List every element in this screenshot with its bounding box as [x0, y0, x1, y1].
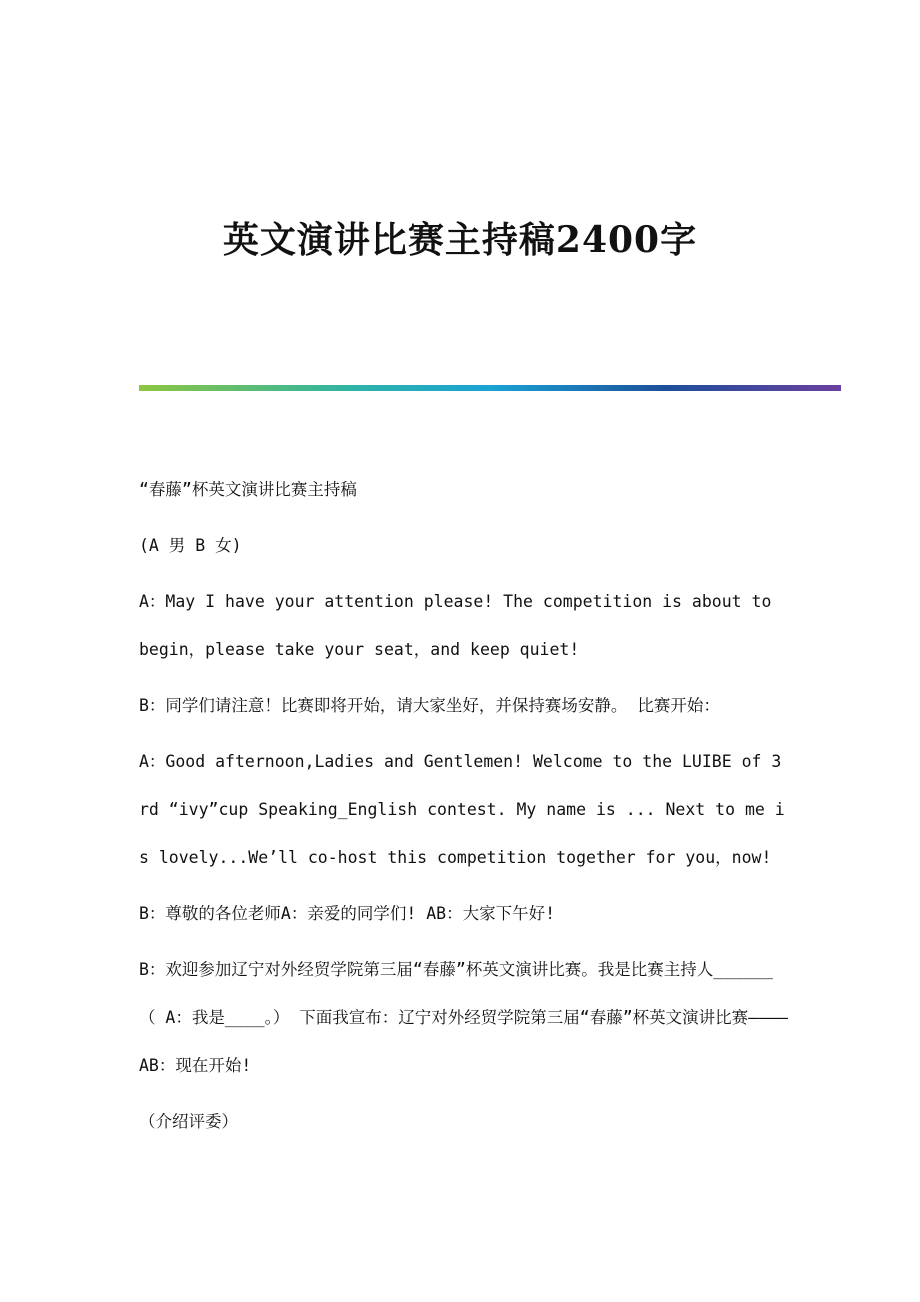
paragraph: B：尊敬的各位老师A：亲爱的同学们! AB：大家下午好!: [139, 904, 556, 923]
paragraph: A：Good afternoon,Ladies and Gentlemen! Welcome to the LUIBE of 3rd “ivy”cup Speaking_English contest. My name is ... Next to me is lovely...We’ll co-host this competition together for you，now!: [139, 752, 785, 867]
document-title: 英文演讲比赛主持稿2400字: [222, 219, 698, 261]
gradient-divider: [139, 385, 841, 391]
document-body: [139, 466, 789, 1154]
paragraph: (A 男 B 女): [139, 536, 242, 555]
paragraph: （介绍评委）: [139, 1112, 238, 1131]
paragraph: A：May I have your attention please! The competition is about to begin，please take your seat，and keep quiet!: [139, 592, 782, 659]
paragraph: “春藤”杯英文演讲比赛主持稿: [139, 480, 357, 499]
paragraph: B：欢迎参加辽宁对外经贸学院第三届“春藤”杯英文演讲比赛。我是比赛主持人______（ A：我是____。） 下面我宣布：辽宁对外经贸学院第三届“春藤”杯英文演讲比赛————AB：现在开始!: [139, 960, 788, 1075]
paragraph: B：同学们请注意！比赛即将开始，请大家坐好，并保持赛场安静。 比赛开始：: [139, 696, 720, 715]
